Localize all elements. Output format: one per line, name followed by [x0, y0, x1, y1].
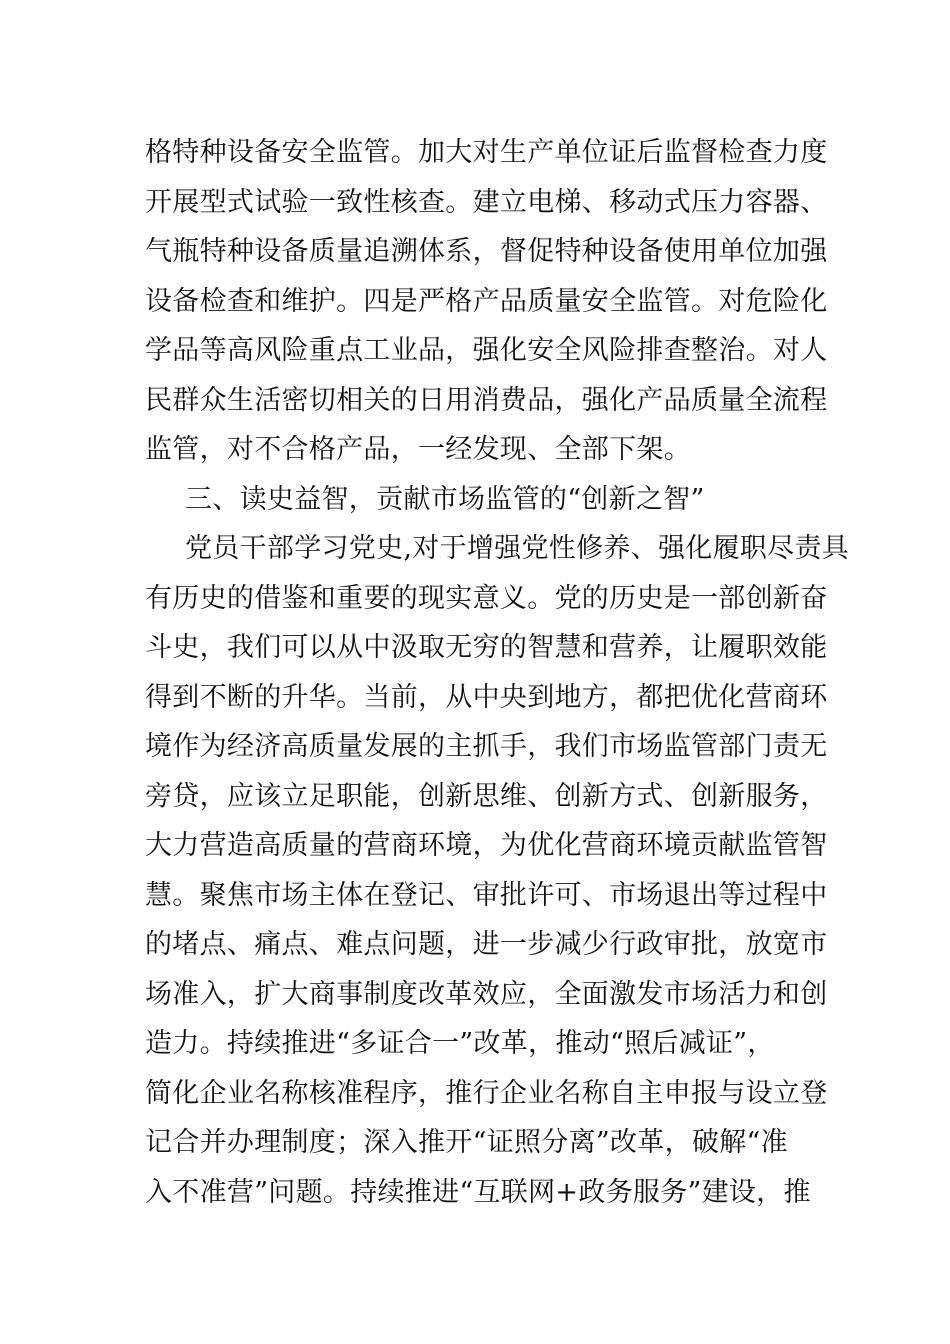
paragraph-1-line: 监管，对不合格产品，一经发现、全部下架。 — [145, 434, 691, 465]
section-heading: 三、读史益智，贡献市场监管的“创新之智” — [185, 483, 705, 515]
paragraph-1-line: 设备检查和维护。四是严格产品质量安全监管。对危险化 — [145, 285, 828, 317]
paragraph-2-line: 记合并办理制度；深入推开“证照分离”改革，破解“准 — [145, 1127, 788, 1158]
paragraph-1-line: 格特种设备安全监管。加大对生产单位证后监督检查力度 — [145, 137, 828, 168]
paragraph-2-line: 慧。聚焦市场主体在登记、审批许可、市场退出等过程中 — [145, 879, 828, 911]
paragraph-1-line: 开展型式试验一致性核查。建立电梯、移动式压力容器、 — [145, 186, 828, 218]
paragraph-2-line: 入不准营”问题。持续推进“互联网+政务服务”建设，推 — [145, 1176, 811, 1208]
paragraph-2-line: 得到不断的升华。当前，从中央到地方，都把优化营商环 — [145, 681, 828, 713]
paragraph-2-line: 造力。持续推进“多证合一”改革，推动“照后减证”， — [145, 1028, 775, 1059]
paragraph-1-line: 民群众生活密切相关的日用消费品，强化产品质量全流程 — [145, 384, 828, 416]
paragraph-2-line: 党员干部学习党史,对于增强党性修养、强化履职尽责具 — [185, 533, 850, 564]
paragraph-2-line: 场准入，扩大商事制度改革效应，全面激发市场活力和创 — [145, 978, 828, 1010]
paragraph-2-line: 有历史的借鉴和重要的现实意义。党的历史是一部创新奋 — [145, 582, 828, 614]
paragraph-1-line: 气瓶特种设备质量追溯体系，督促特种设备使用单位加强 — [145, 236, 828, 267]
paragraph-2-line: 大力营造高质量的营商环境，为优化营商环境贡献监管智 — [145, 830, 828, 861]
paragraph-1-line: 学品等高风险重点工业品，强化安全风险排查整治。对人 — [145, 335, 828, 366]
paragraph-2-line: 的堵点、痛点、难点问题，进一步减少行政审批，放宽市 — [145, 929, 828, 960]
paragraph-2-line: 简化企业名称核准程序，推行企业名称自主申报与设立登 — [145, 1077, 828, 1109]
paragraph-2-line: 斗史，我们可以从中汲取无穷的智慧和营养，让履职效能 — [145, 632, 828, 663]
paragraph-2-line: 境作为经济高质量发展的主抓手，我们市场监管部门责无 — [145, 731, 828, 762]
document-body — [145, 128, 850, 1217]
paragraph-2-line: 旁贷，应该立足职能，创新思维、创新方式、创新服务， — [145, 780, 828, 812]
